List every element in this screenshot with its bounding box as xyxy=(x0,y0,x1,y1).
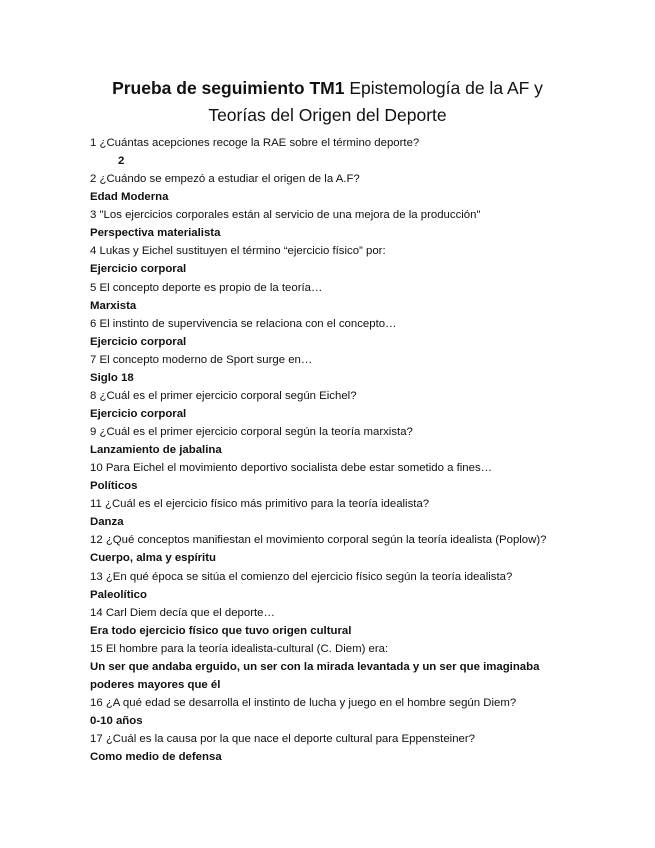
question-8: 8 ¿Cuál es el primer ejercicio corporal según Eichel? xyxy=(90,389,357,402)
question-16: 16 ¿A qué edad se desarrolla el instinto de lucha y juego en el hombre según Diem? xyxy=(90,696,517,709)
answer-10: Políticos xyxy=(90,480,138,493)
title-bold: Prueba de seguimiento TM1 xyxy=(112,78,345,98)
answer-13: Paleolítico xyxy=(90,588,147,601)
question-6: 6 El instinto de supervivencia se relaciona con el concepto… xyxy=(90,317,397,330)
answer-6: Ejercicio corporal xyxy=(90,335,187,348)
title-line-1 xyxy=(0,75,655,102)
answer-16: 0-10 años xyxy=(90,715,143,727)
question-12: 12 ¿Qué conceptos manifiestan el movimiento corporal según la teoría idealista (Poplow)? xyxy=(90,534,547,547)
question-10: 10 Para Eichel el movimiento deportivo socialista debe estar sometido a fines… xyxy=(90,462,493,475)
question-15: 15 El hombre para la teoría idealista-cultural (C. Diem) era: xyxy=(90,642,389,655)
title-line-2: Teorías del Origen del Deporte xyxy=(208,105,447,125)
answer-11: Danza xyxy=(90,516,124,529)
question-7: 7 El concepto moderno de Sport surge en… xyxy=(90,353,313,366)
question-5: 5 El concepto deporte es propio de la teoría… xyxy=(90,281,323,294)
question-3: 3 "Los ejercicios corporales están al servicio de una mejora de la producción" xyxy=(90,209,481,222)
answer-2: Edad Moderna xyxy=(90,191,169,204)
question-1: 1 ¿Cuántas acepciones recoge la RAE sobre el término deporte? xyxy=(90,137,420,149)
answer-4: Ejercicio corporal xyxy=(90,263,187,276)
answer-15: Un ser que andaba erguido, un ser con la mirada levantada y un ser que imaginaba poderes mayores que él xyxy=(90,660,540,691)
answer-3: Perspectiva materialista xyxy=(90,227,221,240)
question-13: 13 ¿En qué época se sitúa el comienzo del ejercicio físico según la teoría idealista? xyxy=(90,570,513,583)
question-2: 2 ¿Cuándo se empezó a estudiar el origen de la A.F? xyxy=(90,173,360,186)
answer-9: Lanzamiento de jabalina xyxy=(90,444,222,457)
document-title xyxy=(0,75,655,129)
answer-1: 2 xyxy=(118,155,125,168)
question-list xyxy=(90,134,570,766)
answer-17: Como medio de defensa xyxy=(90,751,222,764)
answer-12: Cuerpo, alma y espíritu xyxy=(90,552,216,565)
question-14: 14 Carl Diem decía que el deporte… xyxy=(90,606,275,619)
title-rest: Epistemología de la AF y xyxy=(349,78,543,98)
question-4: 4 Lukas y Eichel sustituyen el término “ejercicio físico” por: xyxy=(90,245,386,258)
question-9: 9 ¿Cuál es el primer ejercicio corporal según la teoría marxista? xyxy=(90,426,413,438)
answer-7: Siglo 18 xyxy=(90,371,134,384)
answer-5: Marxista xyxy=(90,299,137,312)
question-17: 17 ¿Cuál es la causa por la que nace el deporte cultural para Eppensteiner? xyxy=(90,733,475,746)
answer-8: Ejercicio corporal xyxy=(90,407,187,420)
question-11: 11 ¿Cuál es el ejercicio físico más primitivo para la teoría idealista? xyxy=(90,498,430,511)
answer-14: Era todo ejercicio físico que tuvo origen cultural xyxy=(90,624,352,637)
